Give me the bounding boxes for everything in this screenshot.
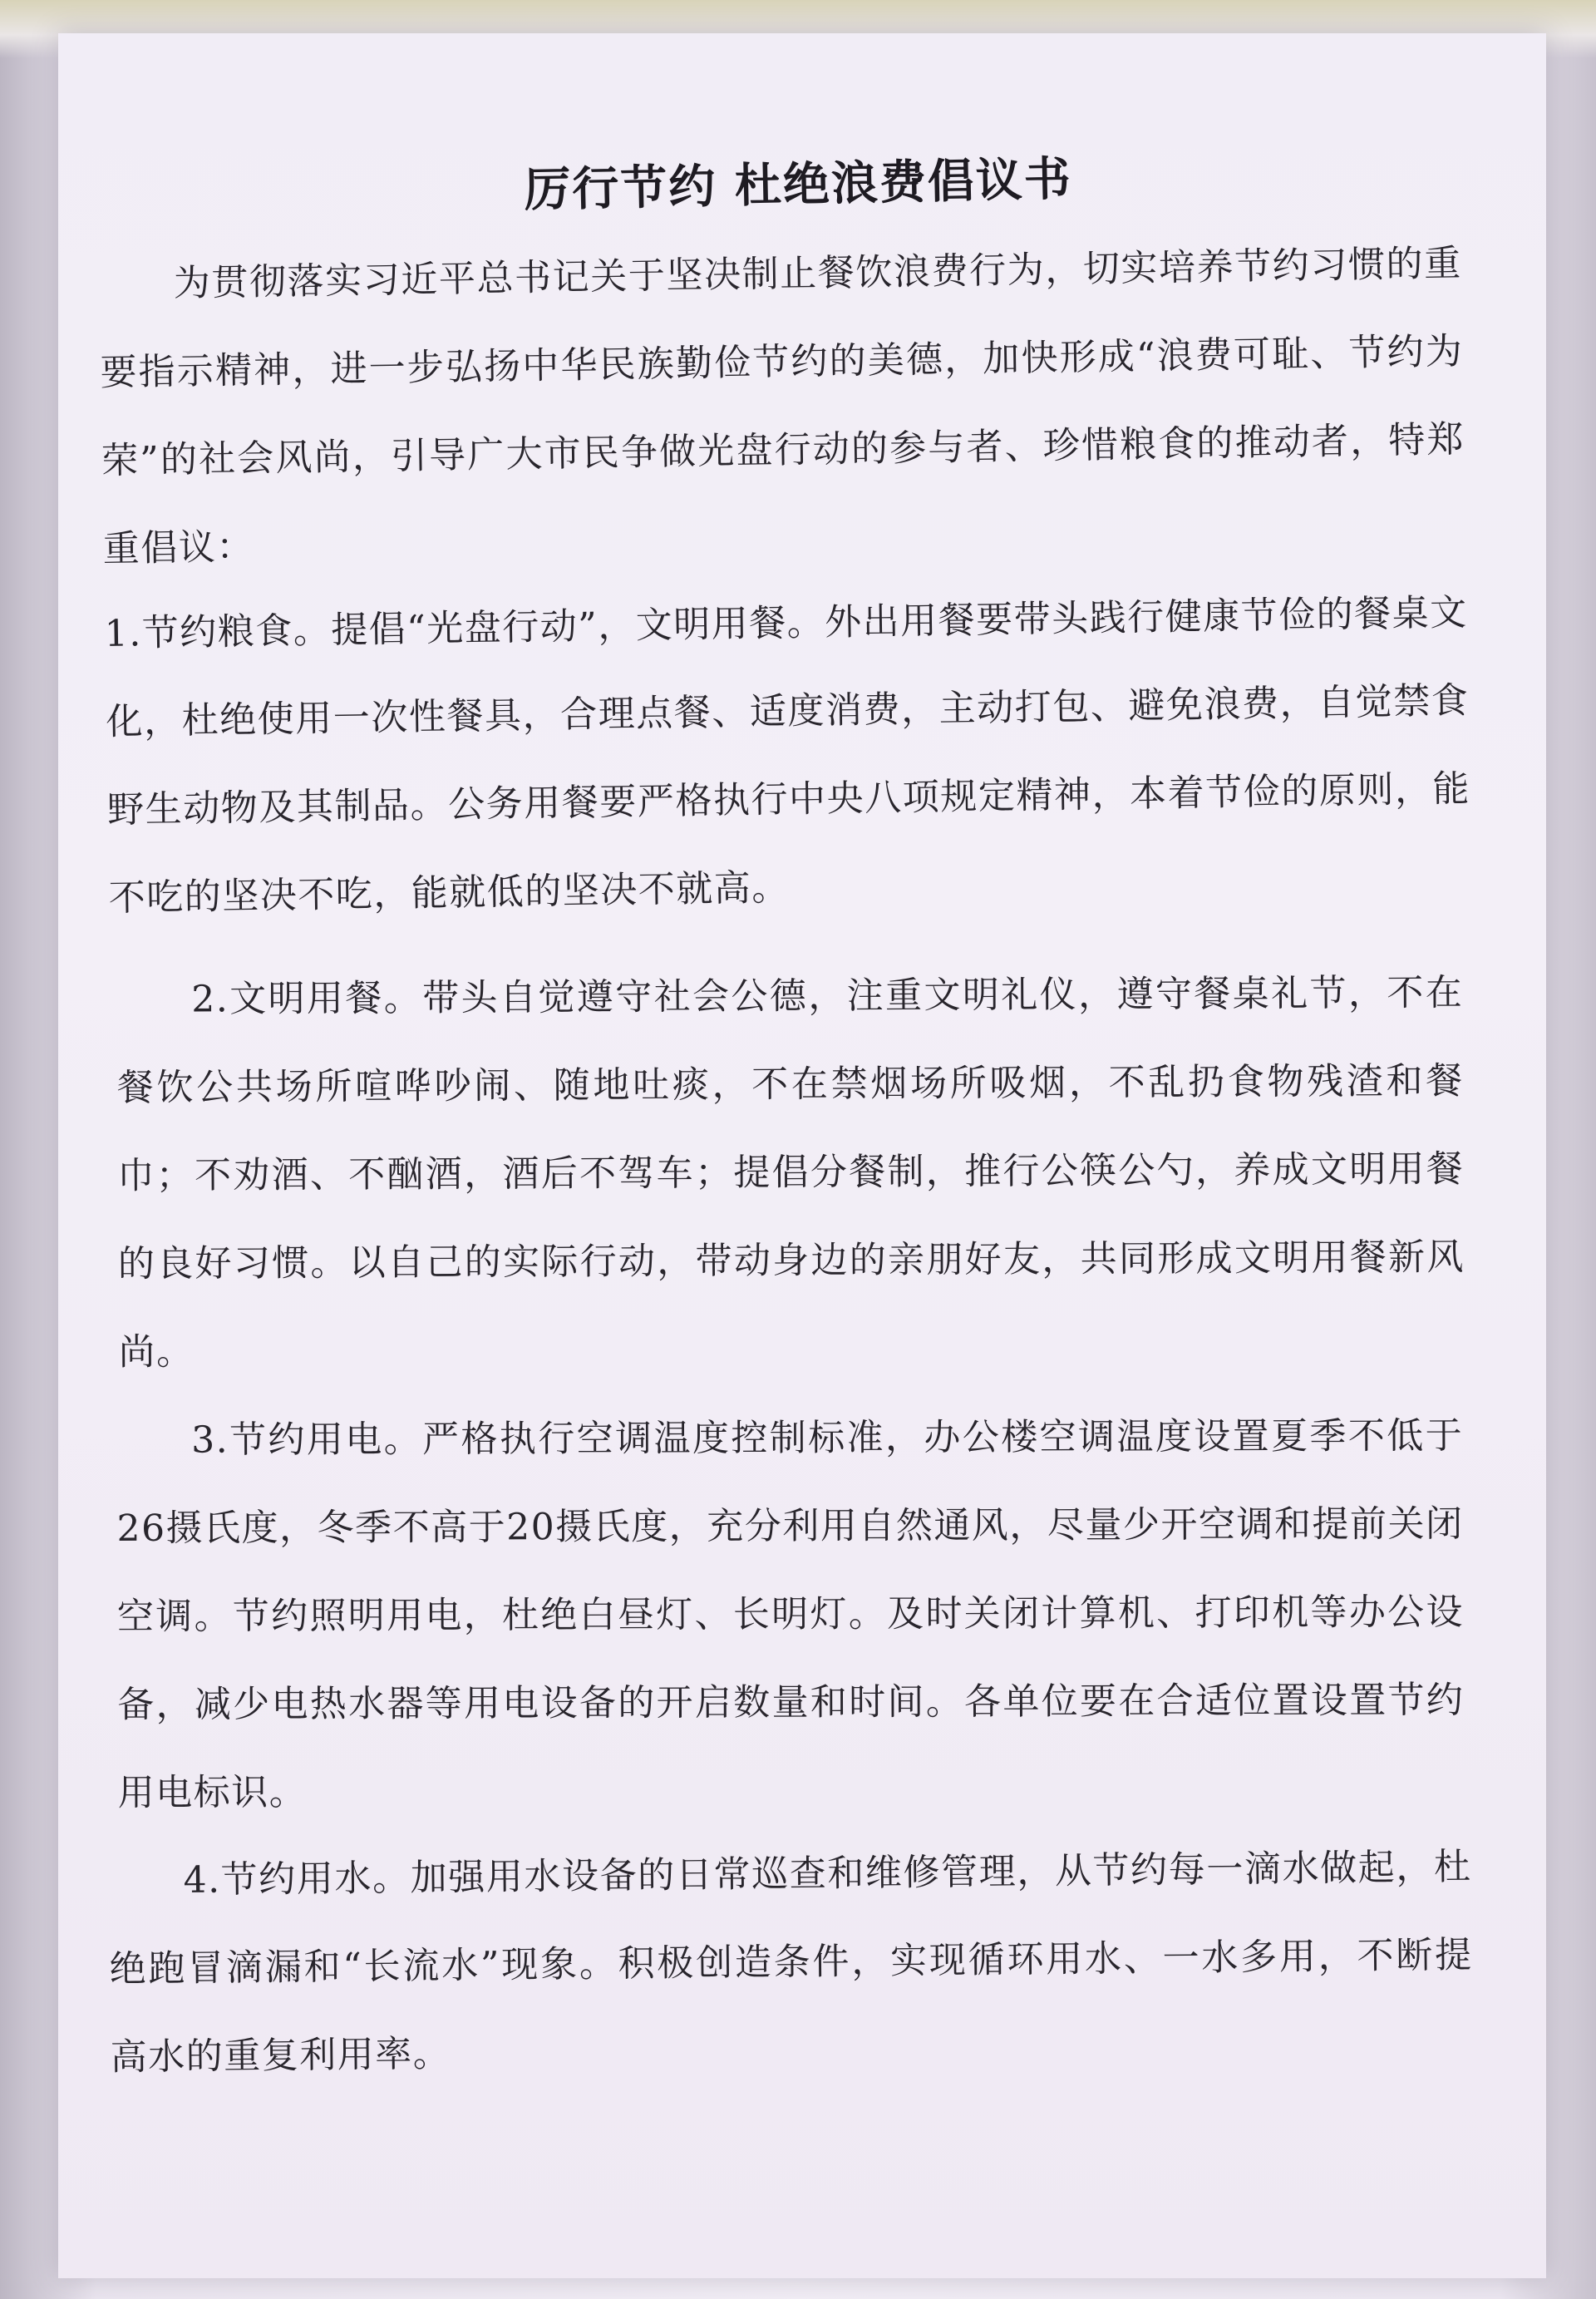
item-3-paragraph: 3.节约用电。严格执行空调温度控制标准，办公楼空调温度设置夏季不低于26摄氏度，冬季不高于20摄氏度，充分利用自然通风，尽量少开空调和提前关闭空调。节约照明用电，杜绝白昼灯、长明灯。及时关闭计算机、打印机等办公设备，减少电热水器等用电设备的开启数量和时间。各单位要在合适位置设置节约用电标识。 <box>116 1414 1465 1814</box>
intro-paragraph: 为贯彻落实习近平总书记关于坚决制止餐饮浪费行为，切实培养节约习惯的重要指示精神，进一步弘扬中华民族勤俭节约的美德，加快形成“浪费可耻、节约为荣”的社会风尚，引导广大市民争做光盘行动的参与者、珍惜粮食的推动者，特郑重倡议： <box>100 242 1465 570</box>
item-2-paragraph: 2.文明用餐。带头自觉遵守社会公德，注重文明礼仪，遵守餐桌礼节，不在餐饮公共场所喧哗吵闹、随地吐痰，不在禁烟场所吸烟，不乱扔食物残渣和餐巾；不劝酒、不酗酒，酒后不驾车；提倡分餐制，推行公筷公勺，养成文明用餐的良好习惯。以自己的实际行动，带动身边的亲朋好友，共同形成文明用餐新风尚。 <box>116 971 1465 1374</box>
item-1-paragraph: 1.节约粮食。提倡“光盘行动”，文明用餐。外出用餐要带头践行健康节俭的餐桌文化，杜绝使用一次性餐具，合理点餐、适度消费，主动打包、避免浪费，自觉禁食野生动物及其制品。公务用餐要严格执行中央八项规定精神，本着节俭的原则，能不吃的坚决不吃，能就低的坚决不就高。 <box>104 591 1471 920</box>
document-title: 厉行节约 杜绝浪费倡议书 <box>523 151 1073 218</box>
item-4-paragraph: 4.节约用水。加强用水设备的日常巡查和维修管理，从节约每一滴水做起，杜绝跑冒滴漏和“长流水”现象。积极创造条件，实现循环用水、一水多用，不断提高水的重复利用率。 <box>109 1845 1473 2079</box>
